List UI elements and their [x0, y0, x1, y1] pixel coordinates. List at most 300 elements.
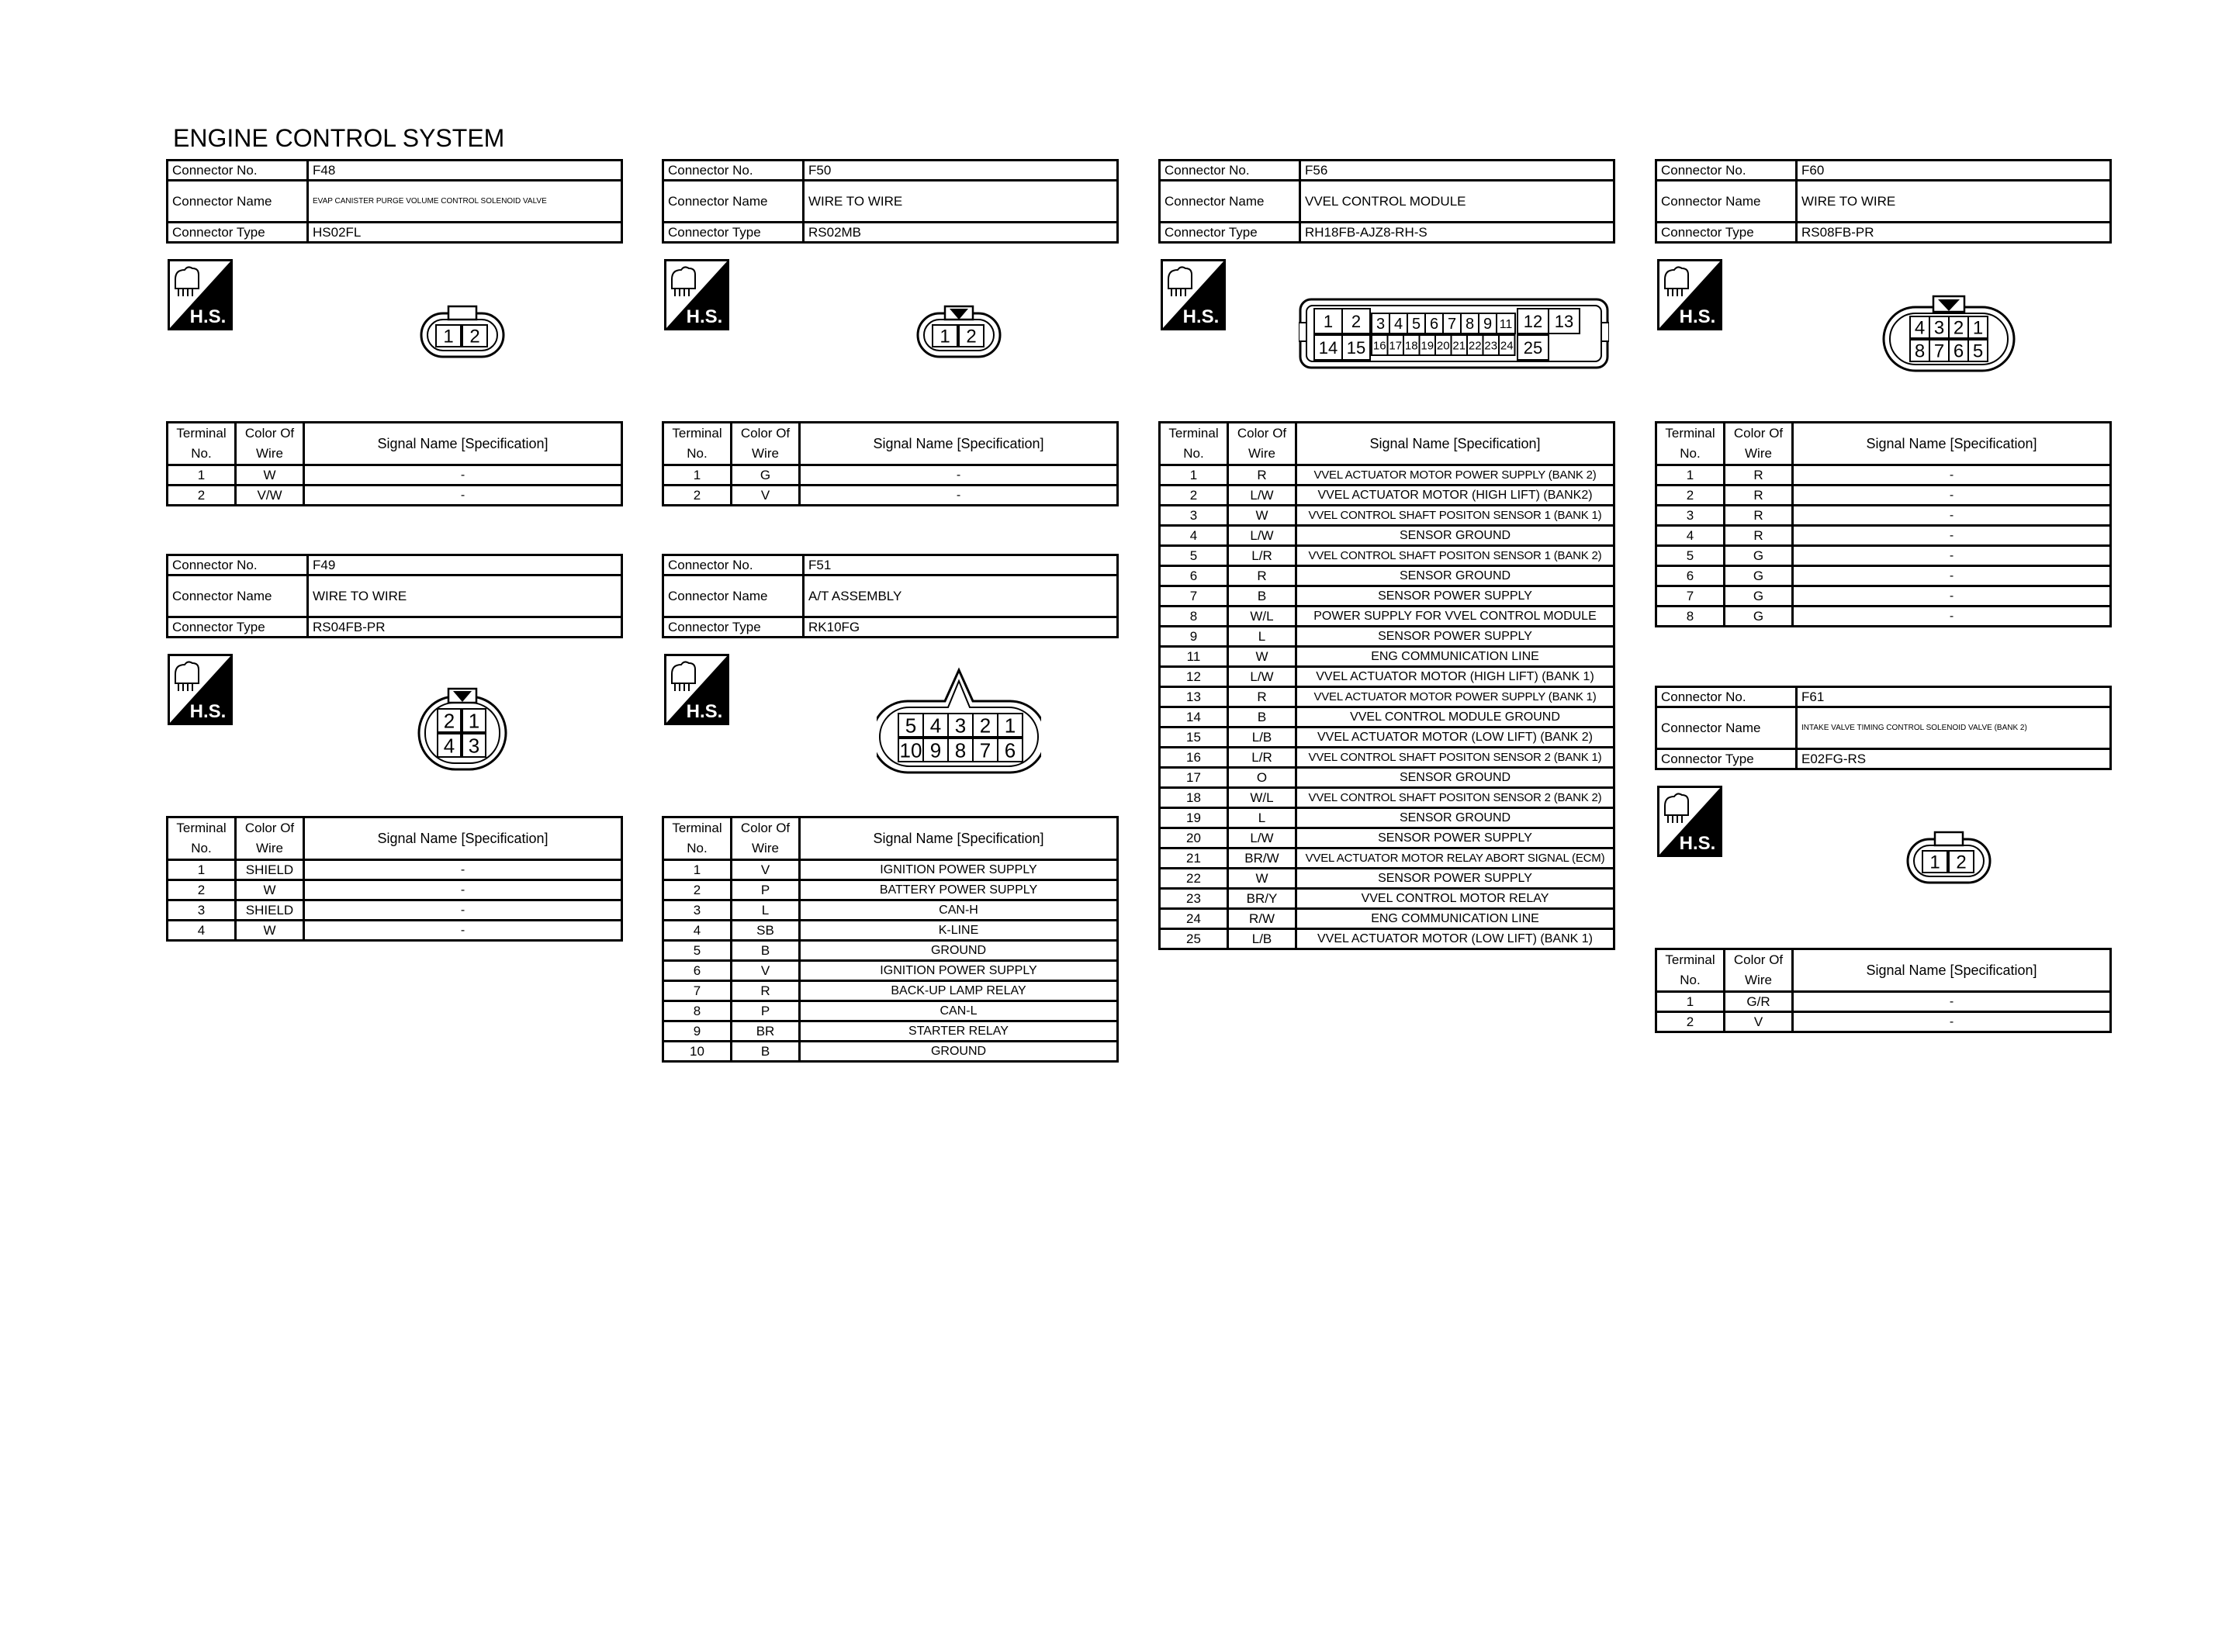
terminal-no: 9 — [663, 1021, 732, 1042]
wire-color: V — [1725, 1012, 1793, 1032]
wire-color: L/R — [1228, 546, 1296, 566]
table-row — [663, 921, 1118, 941]
signal-name-header: Signal Name [Specification] — [800, 817, 1118, 860]
pin-number: 13 — [1554, 311, 1574, 331]
connector-name-value: INTAKE VALVE TIMING CONTROL SOLENOID VALVE (BANK 2) — [1797, 707, 2111, 749]
terminal-no: 2 — [1656, 486, 1725, 506]
pin-number: 3 — [468, 734, 480, 758]
terminal-no-header-line: Terminal — [1168, 426, 1219, 441]
terminal-no: 4 — [168, 921, 236, 941]
color-of-wire-header-line: Wire — [1248, 446, 1275, 461]
harness-side-icon — [1657, 259, 1722, 330]
terminal-header-row — [168, 423, 622, 465]
pin-number: 2 — [1953, 317, 1964, 339]
terminal-no: 1 — [663, 860, 732, 880]
terminal-header-row — [1656, 423, 2111, 465]
pin-number: 1 — [1929, 852, 1940, 873]
color-of-wire-header-line: Color Of — [244, 821, 295, 835]
connector-no-label: Connector No. — [1656, 161, 1797, 181]
terminal-no: 1 — [663, 465, 732, 486]
connector-type-label: Connector Type — [168, 223, 308, 243]
table-row — [663, 486, 1118, 506]
signal-name: VVEL ACTUATOR MOTOR POWER SUPPLY (BANK 1) — [1296, 687, 1614, 707]
wire-color: R/W — [1228, 909, 1296, 929]
signal-name: - — [1793, 486, 2111, 506]
terminal-no-header-line: Terminal — [176, 821, 227, 835]
pin-number: 4 — [443, 734, 455, 758]
connector-name-label: Connector Name — [1656, 181, 1797, 223]
wire-color: V — [732, 486, 800, 506]
color-of-wire-header-line: Wire — [1745, 973, 1772, 987]
pin-number: 1 — [1323, 311, 1334, 331]
color-of-wire-header-line: Wire — [256, 446, 283, 461]
table-row — [663, 860, 1118, 880]
harness-side-label: H.S. — [1182, 306, 1220, 327]
signal-name: GROUND — [800, 1042, 1118, 1062]
connector-no-row — [1656, 161, 2111, 181]
table-row — [1160, 848, 1614, 869]
wire-color: O — [1228, 768, 1296, 788]
wire-color: W/L — [1228, 607, 1296, 627]
terminal-no: 2 — [168, 880, 236, 900]
table-row — [1160, 667, 1614, 687]
pin-number: 11 — [1499, 317, 1513, 331]
terminal-no-header-line: No. — [1680, 973, 1701, 987]
terminal-no: 4 — [1656, 526, 1725, 546]
wire-color: G — [1725, 566, 1793, 586]
terminal-no-header-line: No. — [191, 841, 212, 855]
connector-type-value: RS08FB-PR — [1797, 223, 2111, 243]
harness-side-label: H.S. — [1679, 306, 1716, 327]
table-row — [1656, 465, 2111, 486]
wire-color: L/W — [1228, 667, 1296, 687]
table-row — [1160, 526, 1614, 546]
wire-color: B — [1228, 586, 1296, 607]
terminal-no: 3 — [1160, 506, 1228, 526]
wire-color: R — [1725, 506, 1793, 526]
table-row — [1160, 465, 1614, 486]
terminal-no: 1 — [1656, 992, 1725, 1012]
signal-name: VVEL ACTUATOR MOTOR (LOW LIFT) (BANK 1) — [1296, 929, 1614, 949]
pin-number: 4 — [1914, 317, 1926, 339]
pin-number: 1 — [468, 709, 480, 733]
connector-name-label: Connector Name — [168, 575, 308, 617]
connector-face-f60 — [1881, 293, 2017, 374]
connector-no-value: F61 — [1797, 687, 2111, 707]
wire-color: G — [732, 465, 800, 486]
pin-number: 4 — [1393, 316, 1403, 334]
signal-name: K-LINE — [800, 921, 1118, 941]
connector-face-f49 — [416, 686, 509, 772]
harness-side-icon — [1657, 786, 1722, 857]
wire-color: R — [1725, 486, 1793, 506]
signal-name: VVEL CONTROL SHAFT POSITON SENSOR 1 (BANK 1) — [1296, 506, 1614, 526]
connector-name-label: Connector Name — [663, 575, 804, 617]
signal-name: VVEL ACTUATOR MOTOR POWER SUPPLY (BANK 2) — [1296, 465, 1614, 486]
color-of-wire-header-line: Wire — [752, 841, 779, 855]
signal-name: - — [1793, 992, 2111, 1012]
signal-name: SENSOR POWER SUPPLY — [1296, 828, 1614, 848]
wire-color: W — [236, 921, 304, 941]
table-row — [1160, 687, 1614, 707]
wire-color: R — [1228, 566, 1296, 586]
table-row — [168, 860, 622, 880]
page-title: ENGINE CONTROL SYSTEM — [173, 124, 505, 152]
signal-name: IGNITION POWER SUPPLY — [800, 860, 1118, 880]
connector-name-label: Connector Name — [168, 181, 308, 223]
signal-name: - — [1793, 506, 2111, 526]
connector-type-row — [663, 617, 1118, 638]
terminal-no: 6 — [1656, 566, 1725, 586]
color-of-wire-header-line: Wire — [752, 446, 779, 461]
connector-header-f51 — [662, 554, 1119, 638]
connector-header-f60 — [1655, 159, 2112, 244]
table-row — [663, 1021, 1118, 1042]
connector-face-f48 — [419, 304, 506, 360]
table-row — [1656, 586, 2111, 607]
wire-color: L/W — [1228, 828, 1296, 848]
wire-color: V/W — [236, 486, 304, 506]
table-row — [663, 880, 1118, 900]
terminal-no: 13 — [1160, 687, 1228, 707]
terminal-no: 6 — [1160, 566, 1228, 586]
signal-name: SENSOR GROUND — [1296, 768, 1614, 788]
connector-no-row — [168, 555, 622, 575]
table-row — [663, 900, 1118, 921]
terminal-no-header — [663, 423, 732, 465]
connector-type-row — [1656, 749, 2111, 769]
pin-number: 3 — [1933, 317, 1945, 339]
table-row — [1160, 607, 1614, 627]
terminal-no: 3 — [168, 900, 236, 921]
signal-name: - — [1793, 586, 2111, 607]
pin-number: 12 — [1523, 311, 1543, 331]
signal-name: - — [304, 486, 622, 506]
signal-name-header: Signal Name [Specification] — [304, 817, 622, 860]
table-row — [1160, 566, 1614, 586]
pin-number: 9 — [1483, 316, 1493, 334]
connector-no-value: F50 — [804, 161, 1118, 181]
pin-number: 9 — [929, 738, 942, 762]
terminal-no: 6 — [663, 961, 732, 981]
terminal-table-f49 — [166, 816, 623, 942]
color-of-wire-header — [732, 817, 800, 860]
wire-color: L/B — [1228, 929, 1296, 949]
pin-number: 18 — [1404, 339, 1418, 353]
pin-number: 1 — [940, 326, 950, 347]
signal-name: VVEL CONTROL SHAFT POSITON SENSOR 1 (BANK 2) — [1296, 546, 1614, 566]
terminal-no-header-line: No. — [191, 446, 212, 461]
wire-color: B — [732, 1042, 800, 1062]
terminal-no-header-line: Terminal — [672, 821, 722, 835]
terminal-no-header-line: Terminal — [176, 426, 227, 441]
terminal-table-f60 — [1655, 421, 2112, 627]
table-row — [1160, 647, 1614, 667]
signal-name: VVEL CONTROL MOTOR RELAY — [1296, 889, 1614, 909]
terminal-no: 16 — [1160, 748, 1228, 768]
connector-name-row — [663, 181, 1118, 223]
table-row — [1160, 808, 1614, 828]
terminal-header-row — [1656, 949, 2111, 992]
table-row — [1160, 828, 1614, 848]
signal-name: VVEL ACTUATOR MOTOR (HIGH LIFT) (BANK 1) — [1296, 667, 1614, 687]
wire-color: R — [732, 981, 800, 1001]
terminal-no: 7 — [1656, 586, 1725, 607]
pin-number: 2 — [979, 714, 991, 738]
terminal-no: 22 — [1160, 869, 1228, 889]
connector-name-value: WIRE TO WIRE — [1797, 181, 2111, 223]
terminal-no-header — [168, 423, 236, 465]
signal-name-header: Signal Name [Specification] — [1793, 423, 2111, 465]
connector-name-row — [1160, 181, 1614, 223]
connector-type-row — [1656, 223, 2111, 243]
wire-color: L — [732, 900, 800, 921]
table-row — [1160, 768, 1614, 788]
connector-face-f51 — [877, 667, 1041, 776]
table-row — [1656, 506, 2111, 526]
table-row — [1656, 992, 2111, 1012]
connector-name-value: WIRE TO WIRE — [804, 181, 1118, 223]
pin-number: 20 — [1436, 339, 1450, 353]
connector-type-label: Connector Type — [168, 617, 308, 638]
pin-number: 5 — [1972, 340, 1984, 362]
connector-name-label: Connector Name — [663, 181, 804, 223]
terminal-no: 21 — [1160, 848, 1228, 869]
wire-color: W — [1228, 869, 1296, 889]
terminal-no: 3 — [1656, 506, 1725, 526]
pin-number: 1 — [1972, 317, 1984, 339]
table-row — [1656, 1012, 2111, 1032]
connector-type-label: Connector Type — [663, 223, 804, 243]
terminal-no: 14 — [1160, 707, 1228, 728]
signal-name: SENSOR POWER SUPPLY — [1296, 627, 1614, 647]
table-row — [1160, 586, 1614, 607]
wire-color: G — [1725, 546, 1793, 566]
table-row — [1160, 869, 1614, 889]
table-row — [168, 921, 622, 941]
wire-color: G — [1725, 586, 1793, 607]
pin-number: 21 — [1452, 339, 1466, 353]
pin-number: 5 — [1411, 316, 1421, 334]
connector-no-label: Connector No. — [168, 161, 308, 181]
terminal-no-header — [168, 817, 236, 860]
harness-side-label: H.S. — [686, 701, 723, 722]
terminal-no-header-line: No. — [687, 446, 708, 461]
connector-no-row — [168, 161, 622, 181]
signal-name: - — [1793, 607, 2111, 627]
signal-name: IGNITION POWER SUPPLY — [800, 961, 1118, 981]
terminal-no-header — [1656, 949, 1725, 992]
terminal-no: 10 — [663, 1042, 732, 1062]
connector-type-label: Connector Type — [1656, 749, 1797, 769]
terminal-no: 25 — [1160, 929, 1228, 949]
pin-number: 7 — [979, 738, 991, 762]
table-row — [1160, 788, 1614, 808]
signal-name: - — [304, 860, 622, 880]
wire-color: L/W — [1228, 526, 1296, 546]
connector-header-f49 — [166, 554, 623, 638]
connector-type-value: HS02FL — [308, 223, 622, 243]
connector-type-label: Connector Type — [1160, 223, 1300, 243]
pin-number: 22 — [1468, 339, 1482, 353]
terminal-table-f48 — [166, 421, 623, 506]
terminal-no: 17 — [1160, 768, 1228, 788]
connector-type-row — [168, 617, 622, 638]
signal-name: - — [1793, 1012, 2111, 1032]
wire-color: BR/W — [1228, 848, 1296, 869]
table-row — [168, 465, 622, 486]
connector-no-label: Connector No. — [1656, 687, 1797, 707]
table-row — [663, 941, 1118, 961]
table-row — [1656, 546, 2111, 566]
connector-no-label: Connector No. — [168, 555, 308, 575]
terminal-no: 4 — [663, 921, 732, 941]
harness-side-label: H.S. — [189, 701, 227, 722]
terminal-no-header-line: No. — [687, 841, 708, 855]
signal-name: SENSOR POWER SUPPLY — [1296, 869, 1614, 889]
pin-number: 2 — [966, 326, 977, 347]
wire-color: W — [1228, 647, 1296, 667]
connector-header-f50 — [662, 159, 1119, 244]
table-row — [663, 1001, 1118, 1021]
signal-name: STARTER RELAY — [800, 1021, 1118, 1042]
connector-header-f61 — [1655, 686, 2112, 770]
pin-number: 23 — [1484, 339, 1498, 353]
signal-name: BATTERY POWER SUPPLY — [800, 880, 1118, 900]
signal-name: SENSOR GROUND — [1296, 566, 1614, 586]
pin-number: 2 — [1956, 852, 1967, 873]
terminal-header-row — [1160, 423, 1614, 465]
harness-side-label: H.S. — [189, 306, 227, 327]
pin-number: 6 — [1429, 316, 1439, 334]
connector-name-row — [1656, 707, 2111, 749]
wire-color: L/W — [1228, 486, 1296, 506]
terminal-header-row — [168, 817, 622, 860]
terminal-no: 8 — [1160, 607, 1228, 627]
wire-color: SHIELD — [236, 860, 304, 880]
terminal-no-header-line: No. — [1680, 446, 1701, 461]
connector-no-label: Connector No. — [663, 161, 804, 181]
harness-side-icon — [1161, 259, 1226, 330]
signal-name: - — [1793, 465, 2111, 486]
connector-name-label: Connector Name — [1656, 707, 1797, 749]
connector-no-row — [1656, 687, 2111, 707]
wire-color: BR/Y — [1228, 889, 1296, 909]
signal-name-header: Signal Name [Specification] — [1296, 423, 1614, 465]
wire-color: L — [1228, 808, 1296, 828]
table-row — [663, 1042, 1118, 1062]
terminal-no: 20 — [1160, 828, 1228, 848]
harness-side-icon — [168, 654, 233, 725]
terminal-no: 2 — [1656, 1012, 1725, 1032]
table-row — [1160, 486, 1614, 506]
connector-type-value: RH18FB-AJZ8-RH-S — [1300, 223, 1614, 243]
connector-type-value: RS02MB — [804, 223, 1118, 243]
harness-side-label: H.S. — [1679, 833, 1716, 854]
terminal-header-row — [663, 817, 1118, 860]
terminal-no: 12 — [1160, 667, 1228, 687]
pin-number: 14 — [1318, 337, 1338, 358]
wire-color: V — [732, 860, 800, 880]
connector-name-value: WIRE TO WIRE — [308, 575, 622, 617]
wire-color: R — [1725, 526, 1793, 546]
table-row — [1160, 748, 1614, 768]
connector-name-row — [168, 181, 622, 223]
table-row — [1656, 486, 2111, 506]
signal-name: VVEL CONTROL SHAFT POSITON SENSOR 2 (BANK 2) — [1296, 788, 1614, 808]
connector-no-value: F51 — [804, 555, 1118, 575]
terminal-no-header-line: Terminal — [1665, 426, 1715, 441]
table-row — [663, 961, 1118, 981]
table-row — [1160, 909, 1614, 929]
table-row — [1656, 607, 2111, 627]
connector-type-label: Connector Type — [663, 617, 804, 638]
signal-name: - — [304, 921, 622, 941]
terminal-no-header-line: Terminal — [672, 426, 722, 441]
connector-face-f50 — [915, 304, 1002, 360]
terminal-no: 1 — [168, 465, 236, 486]
table-row — [168, 486, 622, 506]
connector-no-value: F49 — [308, 555, 622, 575]
pin-number: 3 — [1376, 316, 1386, 334]
pin-number: 1 — [443, 326, 454, 347]
connector-no-value: F48 — [308, 161, 622, 181]
signal-name-header: Signal Name [Specification] — [800, 423, 1118, 465]
wire-color: BR — [732, 1021, 800, 1042]
signal-name: BACK-UP LAMP RELAY — [800, 981, 1118, 1001]
pin-number: 7 — [1933, 340, 1945, 362]
pin-number: 10 — [899, 738, 922, 762]
table-row — [1160, 889, 1614, 909]
terminal-no-header — [1656, 423, 1725, 465]
harness-side-label: H.S. — [686, 306, 723, 327]
terminal-no: 1 — [168, 860, 236, 880]
table-row — [1656, 566, 2111, 586]
connector-type-value: RK10FG — [804, 617, 1118, 638]
terminal-no: 8 — [1656, 607, 1725, 627]
pin-number: 1 — [1004, 714, 1016, 738]
connector-name-label: Connector Name — [1160, 181, 1300, 223]
wire-color: V — [732, 961, 800, 981]
wire-color: L/B — [1228, 728, 1296, 748]
pin-number: 8 — [1465, 316, 1475, 334]
signal-name: VVEL ACTUATOR MOTOR RELAY ABORT SIGNAL (ECM) — [1296, 848, 1614, 869]
connector-no-label: Connector No. — [663, 555, 804, 575]
terminal-header-row — [663, 423, 1118, 465]
connector-no-value: F60 — [1797, 161, 2111, 181]
wire-color: P — [732, 880, 800, 900]
pin-number: 2 — [443, 709, 455, 733]
signal-name: VVEL ACTUATOR MOTOR (HIGH LIFT) (BANK2) — [1296, 486, 1614, 506]
pin-number: 5 — [905, 714, 917, 738]
harness-side-icon — [664, 259, 729, 330]
signal-name: - — [304, 465, 622, 486]
connector-header-f56 — [1158, 159, 1615, 244]
connector-no-row — [1160, 161, 1614, 181]
table-row — [1160, 506, 1614, 526]
table-row — [1160, 627, 1614, 647]
terminal-no-header-line: No. — [1183, 446, 1204, 461]
terminal-no-header — [663, 817, 732, 860]
wire-color: SHIELD — [236, 900, 304, 921]
signal-name: - — [304, 900, 622, 921]
wire-color: R — [1725, 465, 1793, 486]
terminal-no: 11 — [1160, 647, 1228, 667]
terminal-no-header — [1160, 423, 1228, 465]
terminal-no: 3 — [663, 900, 732, 921]
wire-color: G/R — [1725, 992, 1793, 1012]
wire-color: W/L — [1228, 788, 1296, 808]
